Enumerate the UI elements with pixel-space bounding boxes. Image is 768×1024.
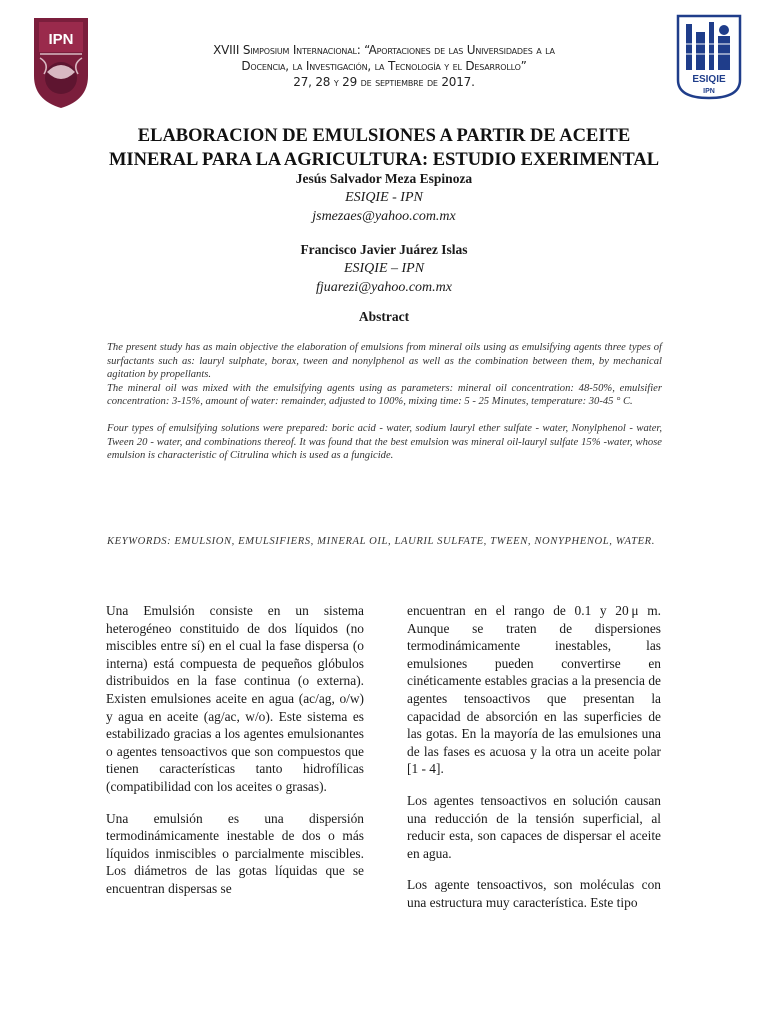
abstract-paragraph: The mineral oil was mixed with the emulsifying agents using as parameters: mineral oil concentration: 48-50%, emulsifier concentration: 3-15%, amount of water: remainder, adjusted to 100%, mixing time: 5 - 25 Minutes, temperature: 30-45 ° C. xyxy=(107,382,662,408)
author-name: Jesús Salvador Meza Espinoza xyxy=(295,171,473,186)
abstract-paragraph: The present study has as main objective the elaboration of emulsions from mineral oils using as emulsifying agents three types of surfactants such as: lauryl sulphate, borax, tween and nonylphenol as well as the combination between them, by mechanical agitation by propellants. xyxy=(107,342,662,381)
abstract-body xyxy=(107,341,662,463)
paper-title xyxy=(60,124,708,172)
conference-line-3: 27, 28 y 29 de septiembre de 2017. xyxy=(293,75,475,89)
conference-line-1: XVIII Simposium Internacional: “Aportaciones de las Universidades a la xyxy=(213,43,555,57)
author-list xyxy=(100,169,668,297)
paper-title-line-2: MINERAL PARA LA AGRICULTURA: ESTUDIO EXERIMENTAL xyxy=(108,150,660,170)
author-affiliation: ESIQIE – IPN xyxy=(343,261,425,276)
esiqie-logo-subtext: IPN xyxy=(703,88,715,95)
ipn-logo xyxy=(26,14,96,110)
author-name: Francisco Javier Juárez Islas xyxy=(300,242,468,257)
esiqie-logo xyxy=(676,14,742,100)
abstract-heading: Abstract xyxy=(358,309,410,324)
body-paragraph: Los agentes tensoactivos en solución causan una reducción de la tensión superficial, al reducir esta, son capaces de dispersar el aceite en agua. xyxy=(407,792,661,861)
esiqie-logo-text: ESIQIE xyxy=(692,74,726,85)
keywords: KEYWORDS: EMULSION, EMULSIFIERS, MINERAL OIL, LAURIL SULFATE, TWEEN, NONYPHENOL, WATER. xyxy=(107,536,655,547)
body-paragraph: Una Emulsión consiste en un sistema heterogéneo constituido de dos líquidos (no miscibles entre sí) en el cual la fase dispersa (o interna) está compuesta de pequeños glóbulos distribuidos en la fase continua (o externa). Existen emulsiones aceite en agua (ac/ag, o/w) y agua en aceite (ag/ac, w/o). Este sistema es estabilizado gracias a los agentes emulsionantes o agentes tensoactivos que son compuestos que tienen características tanto hidrofílicas (compatibilidad con los aceites o grasas). xyxy=(106,603,364,794)
author-email: jsmezaes@yahoo.com.mx xyxy=(312,209,456,224)
body-paragraph: Una emulsión es una dispersión termodinámicamente inestable de dos o más líquidos inmiscibles o parcialmente miscibles. Los diámetros de las gotas líquidas que se encuentran dispersas se xyxy=(106,810,364,896)
body-paragraph: encuentran en el rango de 0.1 y 20 μ m. Aunque se traten de dispersiones termodinámicamente inestables, las emulsiones pueden convertirse en cinéticamente estables gracias a la presencia de agentes tensoactivos que presentan la capacidad de absorción en las superficies de las gotas. En la mayoría de las emulsiones una de las fases es acuosa y la otra un aceite polar [1 - 4]. xyxy=(407,603,661,777)
abstract-paragraph: Four types of emulsifying solutions were prepared: boric acid - water, sodium lauryl ether sulfate - water, Nonylphenol - water, Tween 20 - water, and combinations thereof. It was found that the best emulsion was mineral oil-lauryl sulfate 15% -water, whose emulsion is characteristic of Citrulina which is used as a fungicide. xyxy=(107,422,662,462)
author-email: fjuarezi@yahoo.com.mx xyxy=(315,280,452,295)
conference-header xyxy=(110,42,658,90)
ipn-logo-icon xyxy=(26,14,96,110)
author-affiliation: ESIQIE - IPN xyxy=(345,190,423,205)
ipn-logo-text: IPN xyxy=(48,31,74,48)
body-paragraph: Los agente tensoactivos, son moléculas con una estructura muy característica. Este tipo xyxy=(407,877,661,910)
conference-line-2: Docencia, la Investigación, la Tecnología y el Desarrollo” xyxy=(241,59,527,73)
esiqie-logo-icon xyxy=(676,14,742,100)
paper-title-line-1: ELABORACION DE EMULSIONES A PARTIR DE ACEITE xyxy=(137,126,631,146)
body-column-left xyxy=(106,602,364,898)
body-column-right xyxy=(407,602,661,912)
